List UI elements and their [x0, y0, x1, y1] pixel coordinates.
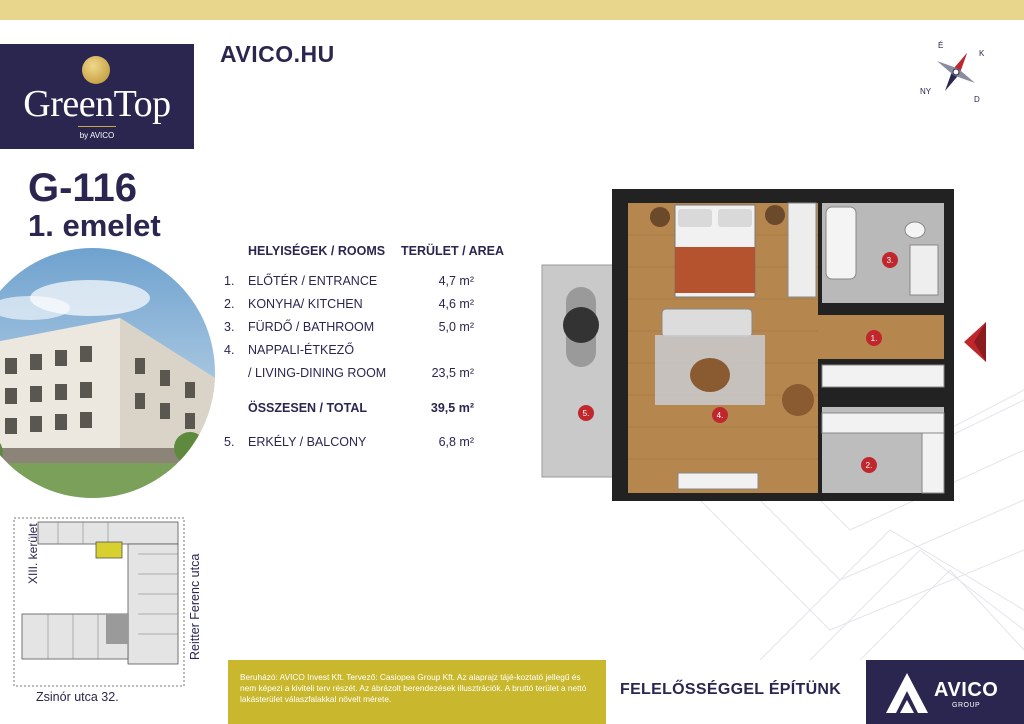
logo-name: GreenTop	[23, 83, 171, 125]
row-name: / LIVING-DINING ROOM	[248, 366, 387, 380]
avico-name: AVICO	[934, 679, 999, 701]
compass-e: K	[979, 49, 985, 58]
total-row	[224, 401, 514, 421]
row-area: 6,8 m²	[438, 435, 474, 449]
entrance-arrow-icon	[964, 322, 986, 362]
row-name: FÜRDŐ / BATHROOM	[248, 320, 375, 334]
avico-mark-icon	[886, 673, 928, 713]
row-area: 4,6 m²	[438, 297, 474, 311]
row-name: ELŐTÉR / ENTRANCE	[248, 274, 378, 288]
building-photo	[0, 248, 215, 498]
compass-s: D	[974, 95, 980, 104]
row-area: 4,7 m²	[438, 274, 474, 288]
plan-label-3: 3.	[886, 256, 894, 265]
row-num: 5.	[224, 435, 235, 449]
logo-emblem	[82, 56, 110, 84]
greentop-logo	[0, 44, 194, 149]
header-area: TERÜLET / AREA	[401, 244, 505, 258]
avico-group: GROUP	[952, 702, 981, 709]
unit-id: G-116	[28, 166, 137, 210]
row-name: NAPPALI-ÉTKEZŐ	[248, 343, 355, 357]
compass-n: É	[938, 41, 944, 50]
slogan: FELELŐSSÉGGEL ÉPÍTÜNK	[620, 681, 842, 698]
row-name: KONYHA/ KITCHEN	[248, 297, 363, 311]
table-row	[224, 274, 514, 294]
floor-plan	[540, 185, 960, 510]
row-num: 3.	[224, 320, 235, 334]
logo-divider	[78, 126, 116, 127]
plan-label-5: 5.	[582, 409, 590, 418]
row-name: ERKÉLY / BALCONY	[248, 435, 367, 449]
header-rooms: HELYISÉGEK / ROOMS	[248, 244, 386, 258]
table-row	[224, 343, 514, 363]
row-area: 5,0 m²	[438, 320, 474, 334]
top-accent-bar	[0, 0, 1024, 20]
plan-label-2: 2.	[865, 461, 873, 470]
total-name: ÖSSZESEN / TOTAL	[248, 401, 367, 415]
row-num: 2.	[224, 297, 235, 311]
plan-label-1: 1.	[870, 334, 878, 343]
table-row	[224, 297, 514, 317]
website-url[interactable]: AVICO.HU	[220, 41, 335, 67]
compass-icon	[918, 38, 990, 106]
street-bottom-label: Zsinór utca 32.	[36, 690, 119, 704]
row-num: 4.	[224, 343, 235, 357]
table-row	[224, 320, 514, 340]
district-label: XIII. kerület	[26, 523, 40, 584]
row-num: 1.	[224, 274, 235, 288]
street-right-label: Reitter Ferenc utca	[188, 553, 202, 660]
logo-byline: by AVICO	[79, 131, 115, 140]
table-row	[224, 366, 514, 386]
row-area: 23,5 m²	[431, 366, 474, 380]
plan-label-4: 4.	[716, 411, 724, 420]
balcony-row	[224, 435, 514, 455]
disclaimer-text: Beruházó: AVICO Invest Kft. Tervező: Casiopea Group Kft. Az alaprajz tájé-koztató jellegű és nem képezi a kiviteli terv részét. Az ábrázolt berendezések illusztrációk. A bruttó terület a nettó lakásterület válaszfalakkal növelt mérete.	[228, 660, 606, 724]
total-area: 39,5 m²	[430, 401, 474, 415]
compass-w: NY	[920, 87, 932, 96]
avico-logo	[866, 660, 1024, 724]
floor-label: 1. emelet	[28, 208, 161, 243]
